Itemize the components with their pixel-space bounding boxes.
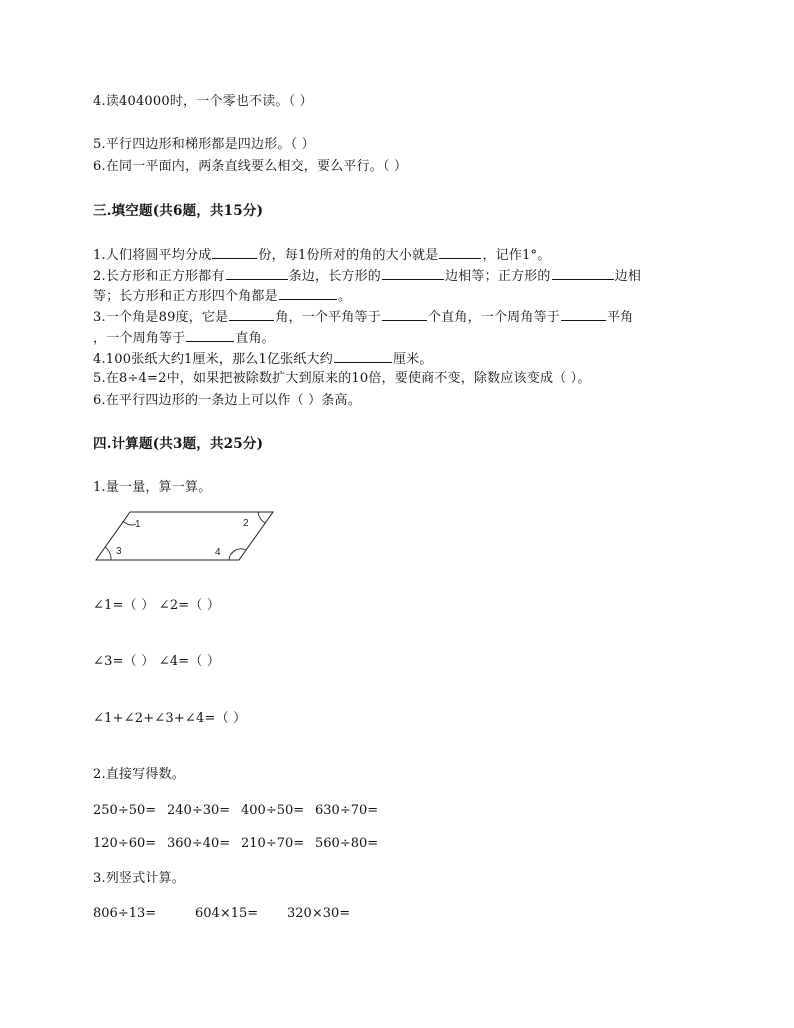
angle-arc-3 xyxy=(105,547,111,560)
fill-question-2-cont: 等；长方形和正方形四个角都是 。 xyxy=(93,285,351,307)
written-calc-item: 604×15= xyxy=(195,906,259,921)
judge-question-5: 5.平行四边形和梯形都是四边形。（ ） xyxy=(93,137,315,152)
calc-question-2-title: 2.直接写得数。 xyxy=(93,767,186,782)
calc-question-1-line-3: ∠1+∠2+∠3+∠4=（ ） xyxy=(93,711,247,726)
judge-question-6: 6.在同一平面内，两条直线要么相交，要么平行。（ ） xyxy=(93,159,408,174)
angle-label-2: 2 xyxy=(243,518,249,529)
calc-question-3-title: 3.列竖式计算。 xyxy=(93,871,186,886)
mental-calc-item: 120÷60= xyxy=(93,836,157,851)
answer-blank[interactable] xyxy=(561,306,606,321)
angle-label-1: 1 xyxy=(135,519,141,530)
calc-question-1-line-2: ∠3=（ ） ∠4=（ ） xyxy=(93,654,221,669)
fill-section-heading: 三.填空题(共6题，共15分) xyxy=(93,203,264,219)
answer-blank[interactable] xyxy=(279,285,337,300)
answer-blank[interactable] xyxy=(226,265,288,280)
answer-blank[interactable] xyxy=(382,265,444,280)
answer-blank[interactable] xyxy=(229,306,274,321)
answer-blank[interactable] xyxy=(212,244,257,259)
fill-question-3: 3.一个角是89度，它是 角，一个平角等于 个直角，一个周角等于 平角 xyxy=(93,306,633,328)
answer-blank[interactable] xyxy=(439,244,481,259)
answer-blank[interactable] xyxy=(382,306,427,321)
judge-question-4: 4.读404000时，一个零也不读。（ ） xyxy=(93,94,313,109)
fill-question-6: 6.在平行四边形的一条边上可以作（ ）条高。 xyxy=(93,393,361,408)
angle-arc-2 xyxy=(258,512,265,523)
fill-question-2: 2.长方形和正方形都有 条边，长方形的 边相等；正方形的 边相 xyxy=(93,265,641,287)
answer-blank[interactable] xyxy=(186,327,234,342)
mental-calc-item: 250÷50= xyxy=(93,803,157,818)
mental-calc-item: 210÷70= xyxy=(241,836,305,851)
parallelogram-figure xyxy=(92,507,278,565)
fill-question-5: 5.在8÷4=2中，如果把被除数扩大到原来的10倍，要使商不变，除数应该变成（ ）。 xyxy=(93,371,591,386)
written-calc-item: 806÷13= xyxy=(93,906,157,921)
mental-calc-item: 630÷70= xyxy=(315,803,379,818)
mental-calc-item: 400÷50= xyxy=(241,803,305,818)
mental-calc-item: 560÷80= xyxy=(315,836,379,851)
calc-question-1-line-1: ∠1=（ ） ∠2=（ ） xyxy=(93,598,221,613)
fill-question-3-cont: ，一个周角等于 直角。 xyxy=(93,327,275,349)
written-calc-item: 320×30= xyxy=(287,906,351,921)
fill-question-1: 1.人们将圆平均分成 份，每1份所对的角的大小就是 ，记作1°。 xyxy=(93,244,550,266)
calc-question-1-title: 1.量一量，算一算。 xyxy=(93,480,212,495)
calc-section-heading: 四.计算题(共3题，共25分) xyxy=(93,436,264,452)
angle-label-3: 3 xyxy=(116,546,122,557)
angle-label-4: 4 xyxy=(215,547,221,558)
mental-calc-item: 360÷40= xyxy=(167,836,231,851)
fill-question-4: 4.100张纸大约1厘米，那么1亿张纸大约 厘米。 xyxy=(93,348,433,370)
answer-blank[interactable] xyxy=(334,348,392,363)
mental-calc-item: 240÷30= xyxy=(167,803,231,818)
answer-blank[interactable] xyxy=(552,265,614,280)
